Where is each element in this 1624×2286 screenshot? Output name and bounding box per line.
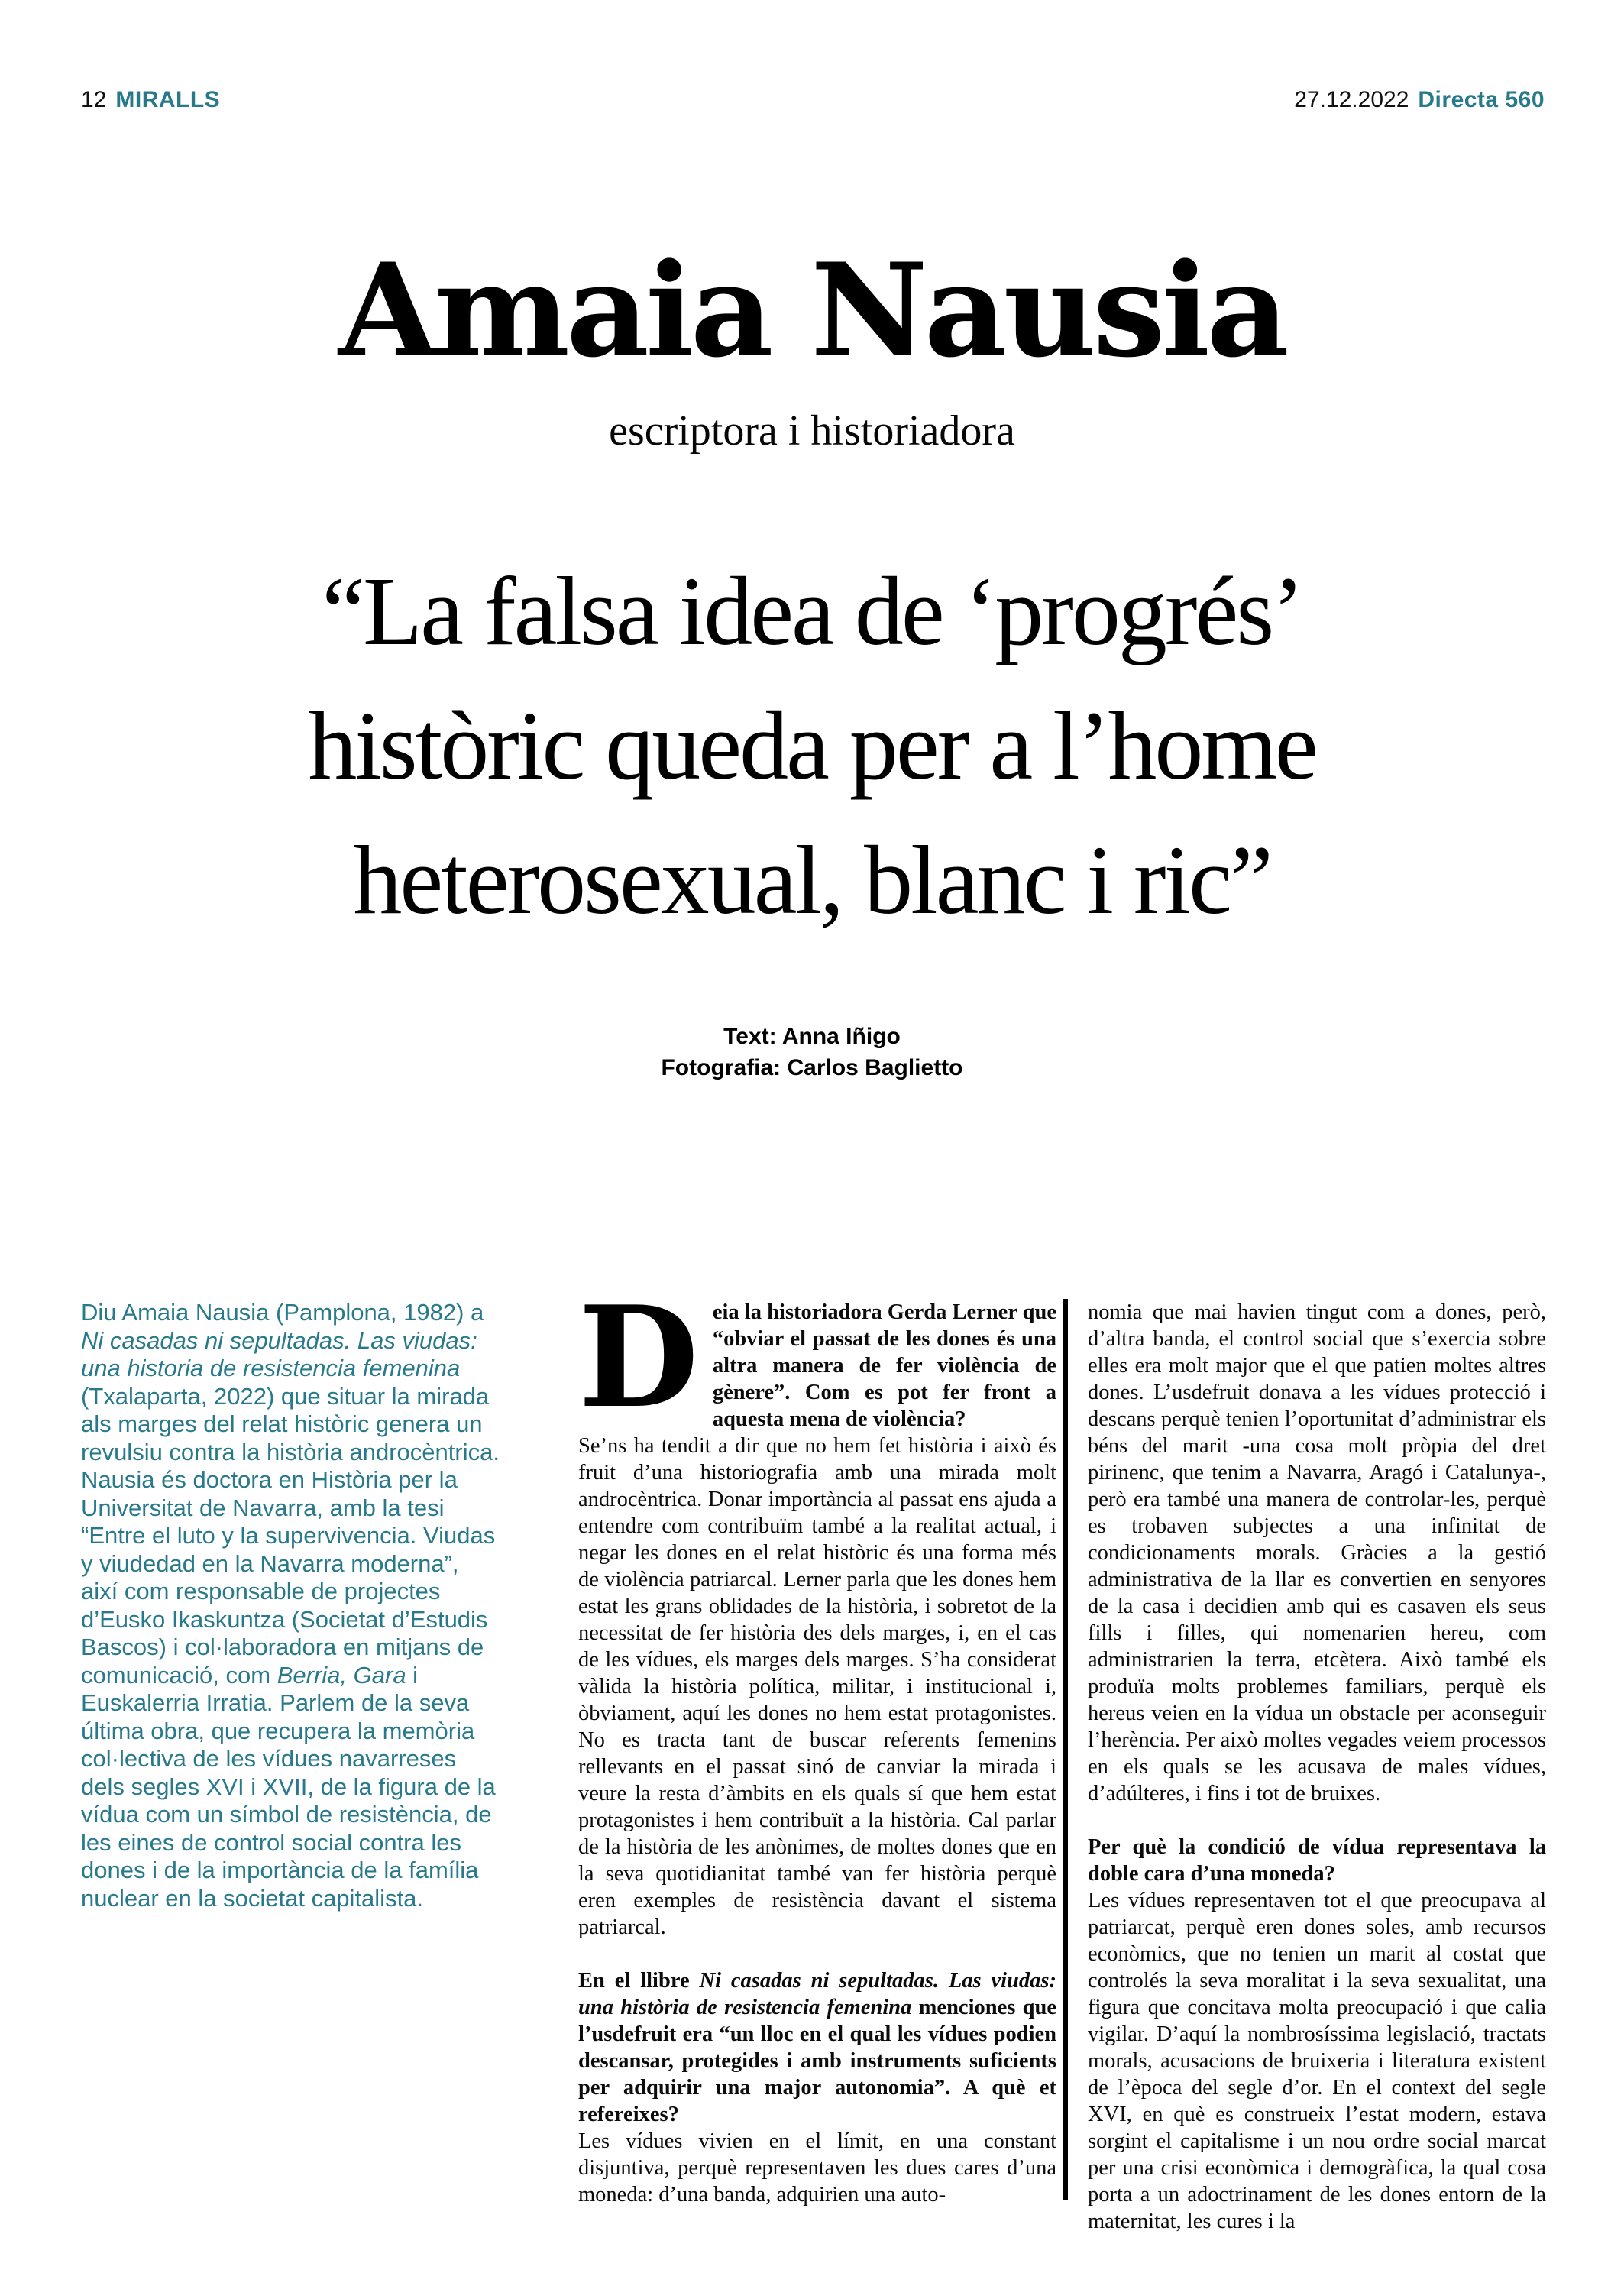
article-subtitle: escriptora i historiadora xyxy=(609,407,1015,455)
question-3: Per què la condició de vídua representava la doble cara d’una moneda? xyxy=(1088,1835,1546,1886)
header-right xyxy=(1294,87,1545,113)
intro-paragraph: Diu Amaia Nausia (Pamplona, 1982) a Ni casadas ni sepultadas. Las viudas: una historia de resistencia femenina (Txalaparta, 2022) que situar la mirada als marges del relat històric genera un revulsiu contra la història androcèntrica. Nausia és doctora en Història per la Universitat de Navarra, amb la tesi “Entre el luto y la supervivencia. Viudas y viudedad en la Navarra moderna”, així com responsable de projectes d’Eusko Ikaskuntza (Societat d’Estudis Bascos) i col·laboradora en mitjans de comunicació, com Berria, Gara i Euskalerria Irratia. Parlem de la seva última obra, que recupera la memòria col·lectiva de les vídues navarreses dels segles XVI i XVII, de la figura de la vídua com un símbol de resistència, de les eines de control social contra les dones i de la importància de la família nuclear en la societat capitalista. xyxy=(81,1299,500,1912)
headline-quote xyxy=(0,544,1624,947)
answer-2-continued: nomia que mai havien tingut com a dones, però, d’altra banda, el control social que s’exercia sobre elles era molt major que el que patien moltes altres dones. L’usdefruit donava a les vídues protecció i descans perquè tenien l’oportunitat d’administrar els béns del marit -una cosa molt pròpia del dret pirinenc, que tenim a Navarra, Aragó i Catalunya-, però era també una manera de controlar-les, perquè es trobaven subjectes a una infinitat de condicionaments morals. Gràcies a la gestió administrativa de la llar es convertien en senyores de la casa i decidien amb qui es casaven els seus fills i filles, qui nomenarien hereu, com administrarien la terra, etcètera. Això també els produïa molts problemes familiars, perquè els hereus veien en la vídua un obstacle per aconseguir l’herència. Per això moltes vegades veiem processos en els quals se les acusava de males vídues, d’adúlteres, i fins i tot de bruixes. xyxy=(1088,1300,1546,1805)
answer-3: Les vídues representaven tot el que preocupava al patriarcat, perquè eren dones soles, amb recursos econòmics, que no tenien un marit al costat que controlés la seva moralitat i la seva sexualitat, una figura que concitava molta preocupació i que calia vigilar. D’aquí la nombrosíssima legislació, tractats morals, acusacions de bruixeria i literatura existent de l’època del segle d’or. En el context del segle XVI, en què es construeix l’estat modern, estava sorgint el capitalisme i un nou ordre social marcat per una crisi econòmica i demogràfica, la qual cosa porta a un adoctrinament de les dones entorn de la maternitat, les cures i la xyxy=(1088,1889,1546,2233)
answer-2-start: Les vídues vivien en el límit, en una constant disjuntiva, perquè representaven les dues cares d’una moneda: d’una banda, adquirien una auto- xyxy=(578,2129,1056,2207)
article-title: Amaia Nausia xyxy=(338,235,1286,386)
lead-question-text: eia la historiadora Gerda Lerner que “obviar el passat de les dones és una altra manera de fer violència de gènere”. Com es pot fer front a aquesta mena de violència? xyxy=(712,1300,1056,1431)
byline-text-credit: Text: Anna Iñigo xyxy=(723,1024,901,1049)
headline-line-2: històric queda per a l’home xyxy=(308,691,1316,800)
lead-question xyxy=(578,1275,1056,1439)
header-left xyxy=(81,87,220,113)
article-column-middle xyxy=(578,1275,1057,2208)
intro-column xyxy=(81,1299,500,1912)
headline-line-1: “La falsa idea de ‘progrés’ xyxy=(322,557,1302,665)
article-column-right xyxy=(1088,1299,1546,2235)
section-label: MIRALLS xyxy=(115,87,221,112)
headline-line-3: heterosexual, blanc i ric” xyxy=(353,826,1271,934)
byline xyxy=(0,1021,1624,1083)
question-2: En el llibre Ni casadas ni sepultadas. Las viudas: una història de resistencia femenina menciones que l’usdefruit era “un lloc en el qual les vídues podien descansar, protegides i amb instruments suficients per adquirir una major autonomia”. A què et refereixes? xyxy=(578,1969,1057,2126)
page-number: 12 xyxy=(81,87,107,112)
byline-photo-credit: Fotografia: Carlos Baglietto xyxy=(661,1055,963,1080)
drop-cap: D xyxy=(578,1275,699,1439)
answer-1: Se’ns ha tendit a dir que no hem fet història i això és fruit d’una historiografia amb una mirada molt androcèntrica. Donar importància al passat ens ajuda a entendre com contribuïm també a la realitat actual, i negar les dones en el relat històric és una forma més de violència patriarcal. Lerner parla que les dones hem estat les grans oblidades de la història, i sobretot de la necessitat de fer història des dels marges, i, en el cas de les vídues, els marges dels marges. S’ha considerat vàlida la història política, militar, i institucional i, òbviament, aquí les dones no hem estat protagonistes. No es tracta tant de buscar referents femenins rellevants en el passat sinó de canviar la mirada i veure la resta d’àmbits en els quals sí que hem estat protagonistes i hem contribuït a la història. Cal parlar de la història de les anònimes, de moltes dones que en la seva quotidianitat també van fer història perquè eren exemples de resistència davant el sistema patriarcal. xyxy=(578,1434,1056,1939)
column-divider-rule xyxy=(1063,1299,1068,2200)
publication-name: Directa 560 xyxy=(1418,87,1545,112)
issue-date: 27.12.2022 xyxy=(1294,87,1409,112)
